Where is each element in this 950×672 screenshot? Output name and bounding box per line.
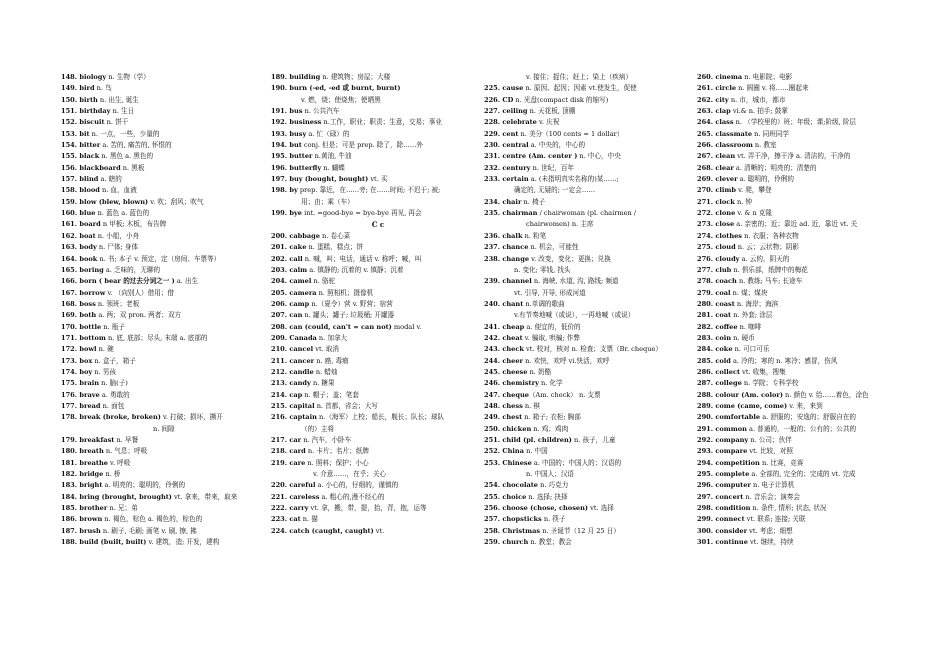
vocab-entry: 148. biology n. 生物（学） bbox=[61, 73, 150, 81]
vocab-entry: 156. blackboard n. 黑板 bbox=[61, 163, 145, 172]
vocab-entry: 194. but conj. 但是；可是 prep. 除了，除……外 bbox=[271, 141, 423, 150]
vocab-entry: 253. Chinese a. 中国的；中国人的；汉语的 bbox=[484, 458, 622, 467]
vocab-entry: n. 变化; 零钱, 找头 bbox=[514, 265, 571, 274]
vocab-entry: 202. call n. 喊，叫；电话，通话 v. 称呼；喊，叫 bbox=[271, 254, 422, 263]
vocab-entry: 237. chance n. 机会，可能性 bbox=[484, 243, 579, 252]
vocab-entry: 177. bread n. 面包 bbox=[61, 401, 125, 410]
vocab-entry: 293. compare vt. 比较，对照 bbox=[697, 447, 793, 456]
vocab-entry: 179. breakfast n. 早餐 bbox=[61, 436, 139, 444]
vocab-entry: 238. change v. 改变，变化；更换；兑换 bbox=[484, 254, 611, 263]
vocab-entry: 232. century n. 世纪，百年 bbox=[484, 163, 575, 172]
vocab-entry: 225. cause n. 原因、起因；因素 vt.使发生，促使 bbox=[484, 84, 637, 93]
vocab-entry: 197. buy (bought, bought) vt. 买 bbox=[271, 175, 388, 184]
vocab-entry: 151. birthday n. 生日 bbox=[61, 107, 135, 116]
vocab-entry: 181. breathe v. 呼吸 bbox=[61, 458, 131, 467]
vocab-entry: 240. chant n.单调的歌曲 bbox=[484, 299, 565, 308]
vocab-entry: 152. biscuit n. 饼干 bbox=[61, 118, 129, 127]
vocab-entry: 260. cinema n. 电影院；电影 bbox=[697, 73, 793, 81]
vocab-entry: 196. butterfly n. 蝴蝶 bbox=[271, 163, 345, 172]
vocab-entry: 233. certain a. (未指明真实名称的)某……; bbox=[484, 175, 619, 184]
vocab-entry: v. 介意……，在乎；关心 bbox=[313, 470, 387, 479]
vocab-entry: 176. brave a. 勇敢的 bbox=[61, 390, 130, 399]
vocab-entry: 300. consider vt. 考虑；细想 bbox=[697, 526, 793, 535]
vocab-entry: 231. centre (Am. center ) n. 中心，中央 bbox=[484, 152, 621, 161]
vocab-entry: 167. borrow v. （向别人）借用；借 bbox=[61, 288, 174, 297]
column-2 bbox=[271, 72, 485, 537]
vocab-entry: 确定的, 无疑的; 一定会…… bbox=[514, 186, 596, 195]
vocab-entry: 236. chalk n. 粉笔 bbox=[484, 231, 547, 240]
vocab-entry: 301. continue vt. 继续，持续 bbox=[697, 538, 794, 547]
vocab-entry: 258. Christmas n. 圣诞节（12 月 25 日） bbox=[484, 526, 620, 535]
vocab-entry: 249. chest n. 箱子; 衣柜; 胸部 bbox=[484, 413, 581, 422]
vocab-entry: 149. bird n. 鸟 bbox=[61, 84, 112, 93]
vocab-entry: 163. body n. 尸体; 身体 bbox=[61, 243, 139, 252]
vocab-entry: 157. blind a. 瞎的 bbox=[61, 175, 122, 184]
vocab-entry: 199. bye int. =good-bye = bye-bye 再见, 再会 bbox=[271, 209, 422, 218]
vocab-entry: 252. China n. 中国 bbox=[484, 447, 548, 456]
vocab-entry: 298. condition n. 条件, 情形; 状态, 状况 bbox=[697, 504, 827, 513]
vocab-entry: v. 燃，烧；使烧焦；使晒黑 bbox=[301, 95, 381, 104]
vocab-entry: 208. can (could, can't = can not) modal v. bbox=[271, 322, 422, 331]
vocab-entry: 198. by prep. 靠近，在……旁; 在……时间; 不迟于; 被; bbox=[271, 186, 441, 195]
vocab-entry: 224. catch (caught, caught) vt. bbox=[271, 526, 385, 535]
vocab-entry: 217. car n. 汽车，小卧车 bbox=[271, 436, 352, 444]
vocab-entry: 186. brown n. 褐色，棕色 a. 褐色的，棕色的 bbox=[61, 515, 203, 524]
vocab-entry: 205. camera n. 照相机；摄像机 bbox=[271, 288, 374, 297]
vocab-entry: 264. class n. （学校里的）班；年级；课;阶级, 阶层 bbox=[697, 118, 857, 127]
vocab-entry: 286. collect vt. 收集，搜集 bbox=[697, 367, 786, 376]
vocab-entry: 287. college n. 学院；专科学校 bbox=[697, 379, 799, 388]
vocab-entry: 272. clone v. & n 克隆 bbox=[697, 209, 772, 218]
vocab-entry: 294. competition n. 比赛，竞赛 bbox=[697, 458, 804, 467]
vocab-entry: 168. boss n. 领班；老板 bbox=[61, 299, 140, 308]
vocab-entry: 171. bottom n. 底, 底部；尽头, 末端 a. 底部的 bbox=[61, 333, 208, 342]
vocab-entry: 219. care n. 照料；保护；小心 bbox=[271, 458, 369, 467]
vocab-entry: 243. check vt. 校对，核对 n. 检查；支票（Br. cheque） bbox=[484, 345, 662, 354]
vocab-entry: 223. cat n. 猫 bbox=[271, 515, 318, 524]
vocab-entry: 209. Canada n. 加拿大 bbox=[271, 333, 348, 342]
vocab-entry: 220. careful a. 小心的，仔细的，谨慎的 bbox=[271, 481, 399, 490]
vocab-entry: 263. clap vi.& n. 拍手; 鼓掌 bbox=[697, 107, 788, 116]
vocab-entry: 190. burn (-ed, -ed 或 burnt, burnt) bbox=[271, 84, 401, 93]
vocab-entry: 245. cheese n. 奶酪 bbox=[484, 367, 552, 376]
vocab-entry: n. 中国人；汉语 bbox=[526, 470, 575, 479]
vocab-entry: 174. boy n. 男孩 bbox=[61, 367, 116, 376]
vocab-entry: 257. chopsticks n. 筷子 bbox=[484, 515, 566, 524]
vocab-entry: 246. chemistry n. 化学 bbox=[484, 379, 563, 388]
vocab-entry: 290. comfortable a. 舒服的；安逸的；舒服自在的 bbox=[697, 413, 857, 422]
vocab-entry: 222. carry vt. 拿，搬，带，提，抬，背，抱，运等 bbox=[271, 504, 427, 513]
vocab-entry: 239. channel n. 海峡, 水道, 沟, 路线; 频道 bbox=[484, 277, 619, 286]
vocab-entry: 226. CD n. 光盘(compact disk 的缩写) bbox=[484, 95, 609, 104]
vocab-entry: 201. cake n. 蛋糕，糕点；饼 bbox=[271, 243, 364, 252]
vocab-entry: 200. cabbage n. 卷心菜 bbox=[271, 231, 351, 240]
vocab-entry: 254. chocolate n. 巧克力 bbox=[484, 481, 569, 490]
vocab-entry: 183. bright a. 明亮的；聪明的，伶俐的 bbox=[61, 481, 186, 490]
vocab-entry: 283. coin n. 硬币 bbox=[697, 333, 755, 342]
vocab-entry: 235. chairman / chairwoman (pl. chairmen / bbox=[484, 209, 637, 218]
vocab-entry: 234. chair n. 椅子 bbox=[484, 197, 546, 206]
vocab-entry: 273. close a. 亲密的；近；靠近 ad. 近，靠近 vt. 关 bbox=[697, 220, 858, 229]
vocab-entry: 187. brush n. 刷子, 毛刷; 画笔 v. 刷, 擦, 拂 bbox=[61, 526, 197, 535]
vocab-entry: 210. cancel vt. 取消 bbox=[271, 345, 340, 354]
vocab-entry: （的）主将 bbox=[301, 424, 334, 433]
vocab-entry: 173. box n. 盒子，箱子 bbox=[61, 356, 136, 365]
vocab-entry: 184. bring (brought, brought) vt. 拿来，带来，取来 bbox=[61, 492, 238, 501]
vocab-entry: 172. bowl n. 碗 bbox=[61, 345, 114, 354]
vocab-entry: 165. boring a. 乏味的，无聊的 bbox=[61, 265, 161, 274]
vocab-entry: 297. concert n. 音乐会；演奏会 bbox=[697, 492, 800, 501]
vocab-entry: 285. cold a. 冷的；寒的 n. 寒冷；感冒，伤风 bbox=[697, 356, 838, 365]
column-4 bbox=[697, 72, 911, 548]
vocab-entry: 193. busy a. 忙（碌）的 bbox=[271, 129, 350, 138]
vocab-entry: 244. cheer n. 欢快，欢呼 vi.快活，欢呼 bbox=[484, 356, 610, 365]
vocab-entry: 182. bridge n. 桥 bbox=[61, 470, 121, 479]
vocab-entry: 189. building n. 建筑物；房屋；大楼 bbox=[271, 73, 391, 81]
vocab-entry: 用；由；乘（车） bbox=[301, 197, 354, 206]
vocab-entry: 203. calm a. 镇静的; 沉着的 v. 镇静；沉着 bbox=[271, 265, 404, 274]
vocab-entry: 248. chess n. 棋 bbox=[484, 401, 540, 410]
vocab-entry: v. 接住；捉住；赶上；染上（疾病） bbox=[526, 73, 633, 81]
vocab-entry: 288. colour (Am. color) n. 颜色 v. 给……着色，涂色 bbox=[697, 390, 869, 399]
vocab-entry: 216. captain n.（海军）上校；船长，舰长；队长；球队 bbox=[271, 413, 445, 422]
vocab-entry: 155. black n. 黑色 a. 黑色的 bbox=[61, 152, 154, 161]
vocab-entry: 161. board n 甲板; 木板，布告牌 bbox=[61, 220, 167, 229]
vocab-entry: 160. blue n. 蓝色 a. 蓝色的 bbox=[61, 209, 150, 218]
vocab-entry: 241. cheap a. 便宜的，低价的 bbox=[484, 322, 581, 331]
column-3 bbox=[484, 72, 698, 548]
vocab-entry: 265. classmate n. 同班同学 bbox=[697, 129, 789, 138]
vocab-entry: 250. chicken n. 鸡；鸡肉 bbox=[484, 424, 569, 433]
vocab-entry: 180. breath n. 气息；呼吸 bbox=[61, 447, 148, 456]
vocab-entry: 279. coal n. 煤；煤块 bbox=[697, 288, 768, 297]
vocab-entry: 289. come (came, come) v. 来，来到 bbox=[697, 401, 823, 410]
vocab-entry: 214. cap n. 帽子；盖；笔套 bbox=[271, 390, 359, 399]
vocab-entry: vt. 引导, 开导, 形成河道 bbox=[514, 288, 586, 297]
vocab-entry: 268. clear a. 清晰的；明亮的；清楚的 bbox=[697, 163, 817, 172]
vocab-entry: 277. club n. 俱乐部，纸牌中的梅花 bbox=[697, 265, 808, 274]
vocab-entry: 164. book n. 书; 本子 v. 预定，定（房间、车票等） bbox=[61, 254, 221, 263]
vocab-entry: 221. careless a. 粗心的,漫不经心的 bbox=[271, 492, 385, 501]
vocab-entry: 284. coke n. 可口可乐 bbox=[697, 345, 770, 354]
vocab-entry: 242. cheat v. 骗取, 哄骗; 作弊 bbox=[484, 333, 580, 342]
vocab-entry: 266. classroom n. 教室 bbox=[697, 141, 777, 150]
vocab-entry: 255. choice n. 选择; 抉择 bbox=[484, 492, 568, 501]
vocab-entry: 292. company n. 公司；伙伴 bbox=[697, 436, 792, 444]
vocab-entry: 169. both a. 两；双 pron. 两者；双方 bbox=[61, 311, 182, 320]
vocab-entry: 295. complete a. 全部的, 完全的；完成的 vt. 完成 bbox=[697, 470, 856, 479]
vocab-entry: 206. camp n.（夏令）营 v. 野营；宿营 bbox=[271, 299, 393, 308]
vocab-entry: 192. business n.工作，职业；职责；生意，交易；事业 bbox=[271, 118, 442, 127]
vocab-entry: 175. brain n. 脑(子) bbox=[61, 379, 128, 388]
vocab-entry: 275. cloud n. 云；云状物；阴影 bbox=[697, 243, 799, 252]
vocab-entry: 229. cent n. 美分（100 cents = 1 dollar） bbox=[484, 129, 624, 138]
vocab-entry: 211. cancer n. 癌, 毒瘤 bbox=[271, 356, 349, 365]
vocab-entry: 278. coach n. 教练; 马车; 长途车 bbox=[697, 277, 803, 286]
vocab-entry: 281. coat n. 外套; 涂层 bbox=[697, 311, 773, 320]
vocab-entry: 291. common a. 普通的，一般的；公有的；公共的 bbox=[697, 424, 857, 433]
vocab-entry: 212. candle n. 蜡烛 bbox=[271, 367, 338, 376]
vocab-entry: 207. can n. 罐头；罐子; 垃圾桶; 开罐器 bbox=[271, 311, 395, 320]
vocab-entry: 227. ceiling n. 天花板, 顶棚 bbox=[484, 107, 576, 116]
vocab-entry: 178. break (broke, broken) v. 打破；损坏，撕开 bbox=[61, 413, 223, 422]
vocab-entry: 154. bitter a. 苦的, 痛苦的, 怀恨的 bbox=[61, 141, 172, 150]
vocab-entry: 162. boat n. 小船，小舟 bbox=[61, 231, 140, 240]
vocab-entry: 282. coffee n. 咖啡 bbox=[697, 322, 762, 331]
vocab-entry: 261. circle n. 圆圈 v. 将……圈起来 bbox=[697, 84, 809, 93]
vocab-entry: 230. central a. 中央的，中心的 bbox=[484, 141, 586, 150]
vocab-entry: 185. brother n. 兄；弟 bbox=[61, 504, 138, 513]
vocab-entry: 159. blow (blew, blown) v. 吹；刮风；吹气 bbox=[61, 197, 204, 206]
vocab-entry: 188. build (built, built) v. 建筑，造; 开发，建构 bbox=[61, 538, 220, 547]
vocab-entry: 166. born ( bear 的过去分词之一 ) a. 出生 bbox=[61, 277, 199, 286]
vocab-entry: 276. cloudy a. 云的，阴天的 bbox=[697, 254, 790, 263]
vocab-entry: 191. bus n. 公共汽车 bbox=[271, 107, 340, 116]
vocab-entry: 215. capital n. 首都，省会；大写 bbox=[271, 401, 378, 410]
vocab-entry: 213. candy n. 糖果 bbox=[271, 379, 335, 388]
vocab-entry: 204. camel n. 骆驼 bbox=[271, 277, 336, 286]
vocab-entry: 218. card n. 卡片；名片；纸牌 bbox=[271, 447, 370, 456]
vocab-entry: 259. church n. 教堂；教会 bbox=[484, 538, 572, 547]
vocab-entry: 251. child (pl. children) n. 孩子，儿童 bbox=[484, 436, 616, 444]
vocab-entry: 195. butter n.黄油, 牛油 bbox=[271, 152, 352, 161]
vocab-entry: 267. clean vt. 弄干净，擦干净 a. 清洁的，干净的 bbox=[697, 152, 851, 161]
vocab-entry: 296. computer n. 电子计算机 bbox=[697, 481, 795, 490]
vocab-entry: chairwomen) n. 主席 bbox=[526, 220, 594, 229]
vocab-entry: 158. blood n. 血，血液 bbox=[61, 186, 137, 195]
vocab-entry: 270. climb v. 爬，攀登 bbox=[697, 186, 772, 195]
vocab-entry: 269. clever a. 聪明的，伶俐的 bbox=[697, 175, 794, 184]
vocab-entry: 274. clothes n. 衣服；各种衣物 bbox=[697, 231, 799, 240]
vocab-entry: 153. bit n. 一点，一些，少量的 bbox=[61, 129, 160, 138]
vocab-entry: 228. celebrate v. 庆祝 bbox=[484, 118, 560, 127]
vocab-entry: 150. birth n. 出生, 诞生 bbox=[61, 95, 139, 104]
vocab-entry: 299. connect vt. 联系; 连接; 关联 bbox=[697, 515, 806, 524]
vocab-entry: 247. cheque（Am. check） n. 支票 bbox=[484, 390, 601, 399]
vocab-entry: 280. coast n. 海岸；海滨 bbox=[697, 299, 779, 308]
vocab-entry: 256. choose (chose, chosen) vt. 选择 bbox=[484, 504, 614, 513]
vocab-entry: 170. bottle n. 瓶子 bbox=[61, 322, 125, 331]
column-1 bbox=[61, 72, 275, 548]
section-heading: C c bbox=[371, 220, 385, 230]
vocab-entry: n. 间隙 bbox=[153, 424, 175, 433]
vocab-entry: 271. clock n. 钟 bbox=[697, 197, 752, 206]
vocab-entry: v.有节奏地喊（或说），一再地喊（或说） bbox=[514, 311, 635, 320]
vocab-entry: 262. city n. 市，城市，都市 bbox=[697, 95, 786, 104]
